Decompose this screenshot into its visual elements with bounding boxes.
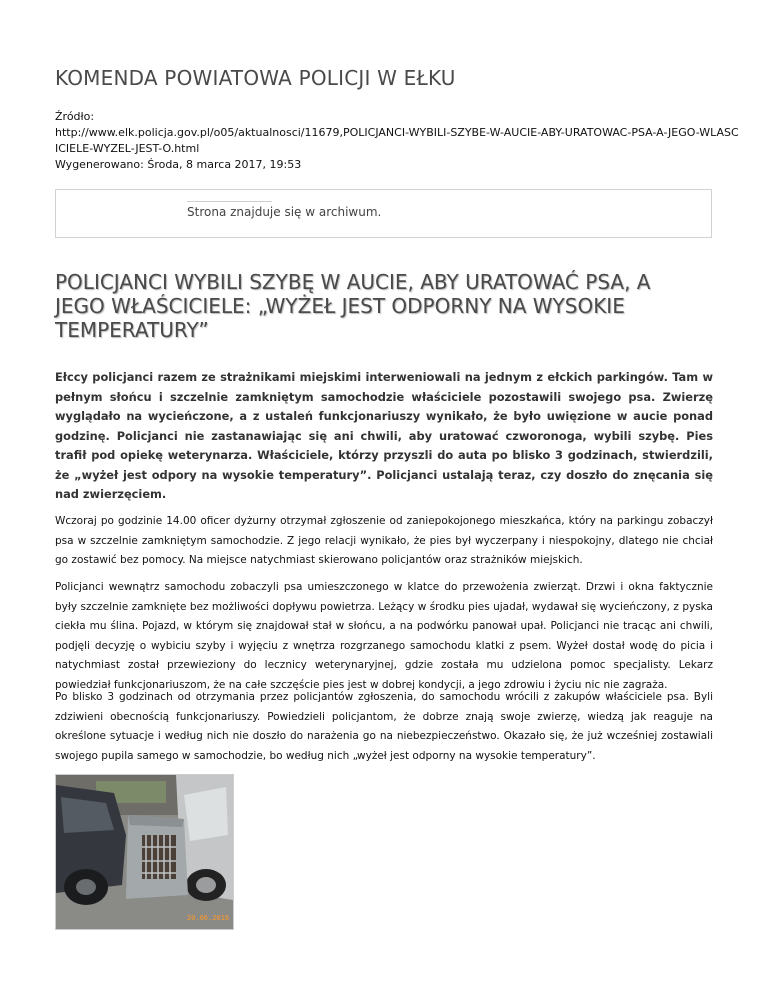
generated-date: Wygenerowano: Środa, 8 marca 2017, 19:53 [55, 158, 302, 171]
article-photo[interactable] [55, 774, 234, 930]
article-paragraph: Wczoraj po godzinie 14.00 oficer dyżurny otrzymał zgłoszenie od zaniepokojonego mieszkańca, który na parkingu zobaczył psa w szczelnie zamkniętym samochodzie. Z jego relacji wynikało, że pies był wyczerpany i niespokojny, dlatego nie chciał go zostawić bez pomocy. Na miejsce natychmiast skierowano policjantów oraz strażników miejskich. [55, 515, 713, 566]
source-meta [55, 109, 739, 173]
archive-notice: Strona znajduje się w archiwum. [187, 205, 382, 219]
dog-crate-photo [56, 775, 233, 929]
article-title [55, 270, 715, 342]
source-url-line-1[interactable]: http://www.elk.policja.gov.pl/o05/aktualnosci/11679,POLICJANCI-WYBILI-SZYBE-W-AUCIE-ABY-URATOWAC-PSA-A-JEGO-WLASC [55, 126, 739, 139]
photo-date-stamp: 20.06.2016 [186, 914, 230, 922]
article-lead: Ełccy policjanci razem ze strażnikami miejskimi interweniowali na jednym z ełckich parkingów. Tam w pełnym słońcu i szczelnie zamkniętym samochodzie właściciele pozostawili swojego psa. Zwierzę wyglądało na wycieńczone, a z ustaleń funkcjonariuszy wynikało, że było uwięzione w aucie ponad godzinę. Policjanci nie zastanawiając się ani chwili, aby uratować czworonoga, wybili szybę. Pies trafił pod opiekę weterynarza. Właściciele, którzy przyszli do auta po blisko 3 godzinach, stwierdzili, że „wyżeł jest odpory na wysokie temperatury”. Policjanci ustalają teraz, czy doszło do znęcania się nad zwierzęciem. [55, 370, 713, 501]
article-paragraph: Policjanci wewnątrz samochodu zobaczyli psa umieszczonego w klatce do przewożenia zwierząt. Drzwi i okna faktycznie były szczelnie zamknięte bez możliwości dopływu powietrza. Leżący w środku pies ujadał, wydawał się wycieńczony, z pyska ciekła mu ślina. Pojazd, w którym się znajdował stał w słońcu, a na podwórku panował upał. Policjanci nie tracąc ani chwili, podjęli decyzję o wybiciu szyby i wyjęciu z wnętrza rozgrzanego samochodu klatki z psem. Wyżeł dostał wodę do picia i natychmiast został przewieziony do lecznicy weterynaryjnej, gdzie została mu udzielona pomoc specjalisty. Lekarz powiedział funkcjonariuszom, że na całe szczęście pies jest w dobrej kondycji, a jego zdrowiu i życiu nic nie zagraża. [55, 581, 713, 691]
archive-notice-box [55, 189, 712, 238]
source-label: Źródło: [55, 110, 95, 123]
site-title: KOMENDA POWIATOWA POLICJI W EŁKU [55, 66, 456, 90]
source-url-line-2[interactable]: ICIELE-WYZEL-JEST-O.html [55, 142, 200, 155]
article-title-line-2: JEGO WŁAŚCICIELE: „WYŻEŁ JEST ODPORNY NA WYSOKIE [55, 294, 625, 318]
article-paragraph: Po blisko 3 godzinach od otrzymania przez policjantów zgłoszenia, do samochodu wrócili z zakupów właściciele psa. Byli zdziwieni obecnością funkcjonariuszy. Powiedzieli policjantom, że dobrze znają swoje zwierzę, wiedzą jak reaguje na określone sytuacje i według nich nie doszło do narażenia go na niebezpieczeństwo. Okazało się, że już wcześniej zostawiali swojego pupila samego w samochodzie, bo według nich „wyżeł jest odporny na wysokie temperatury”. [55, 691, 713, 762]
silver-car-rim [196, 877, 216, 893]
article-title-line-3: TEMPERATURY” [55, 318, 209, 342]
article-title-line-1: POLICJANCI WYBILI SZYBĘ W AUCIE, ABY URATOWAĆ PSA, A [55, 270, 651, 294]
archive-divider [187, 201, 272, 202]
dark-car-rim [76, 879, 96, 895]
silver-car-panel [184, 787, 228, 841]
